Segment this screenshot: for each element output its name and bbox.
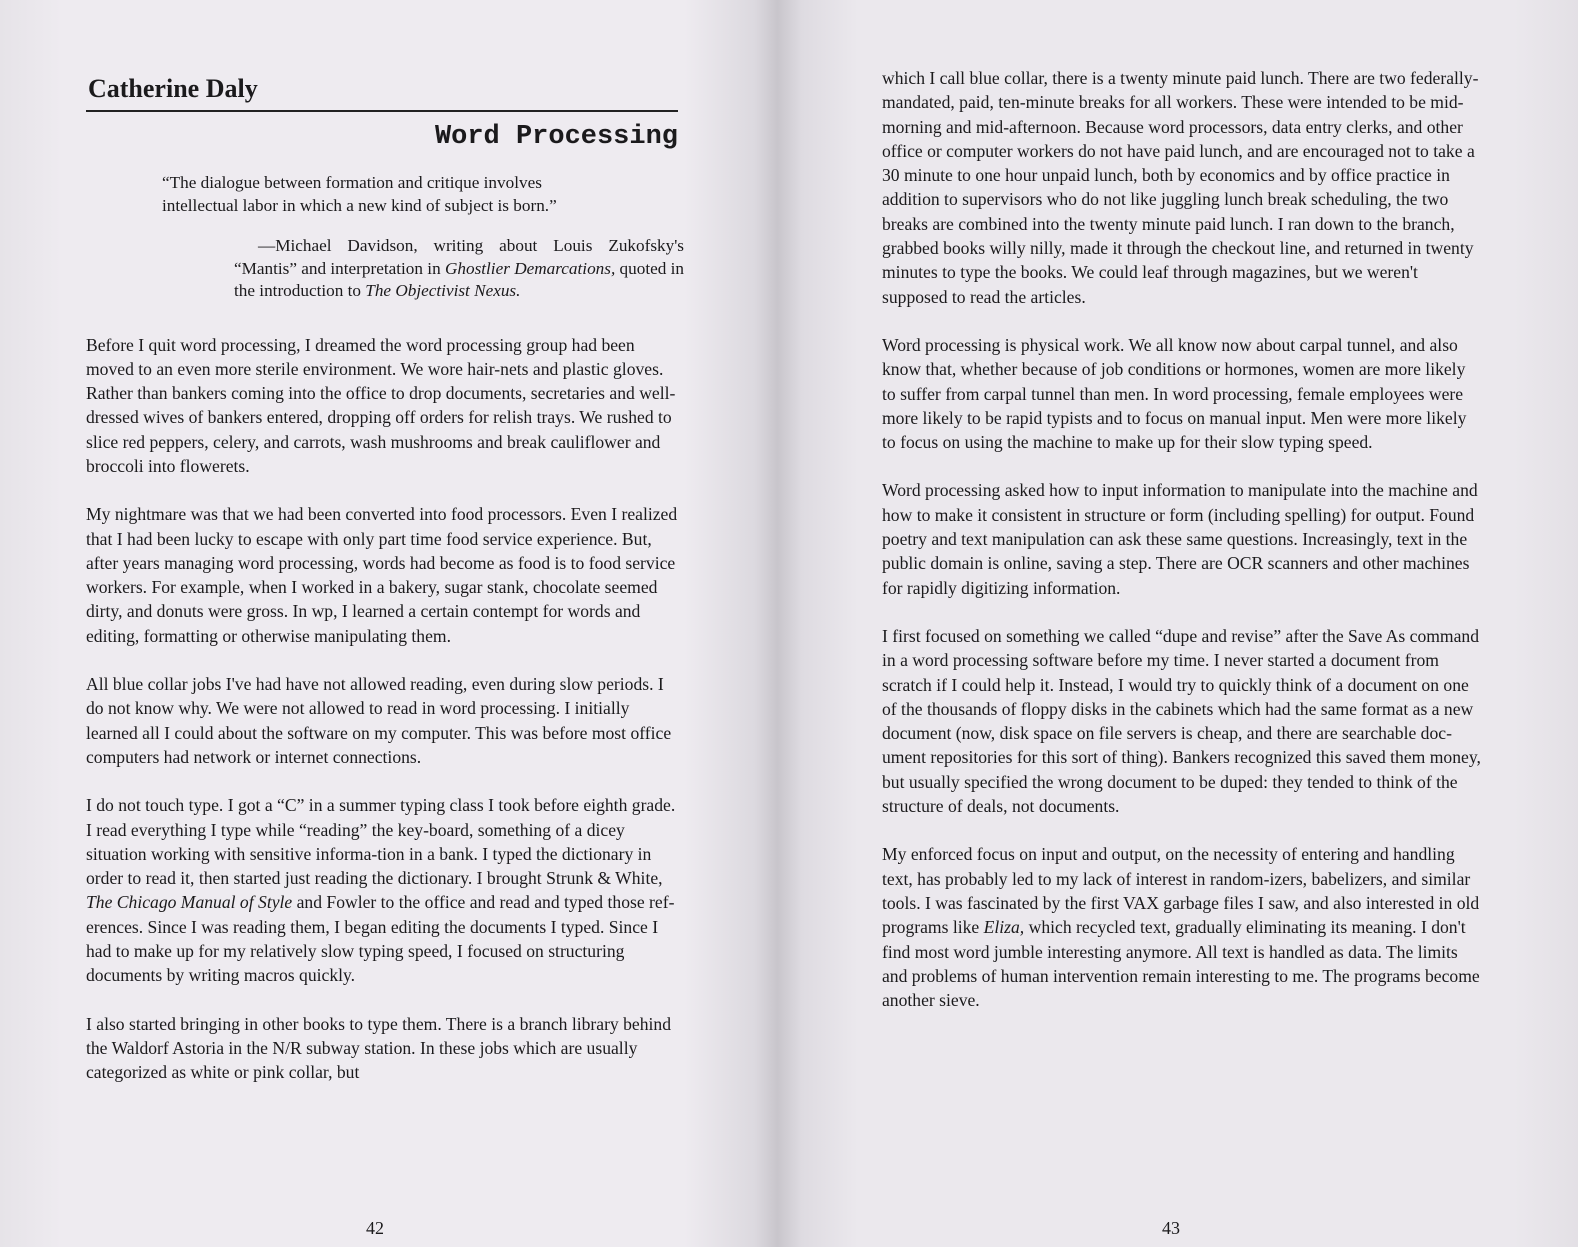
epigraph-quote: “The dialogue between formation and critique involves intellectual labor in which a new kind of subject is born.” xyxy=(162,173,557,215)
paragraph: All blue collar jobs I've had have not allowed reading, even during slow periods. I do not know why. We were not allowed to read in word processing. I initially learned all I could about the software on my computer. This was before most office computers had network or internet connections. xyxy=(86,674,672,767)
essay-title: Word Processing xyxy=(434,122,678,152)
attribution-source-2: The Objectivist Nexus. xyxy=(365,281,521,300)
page-number-right: 43 xyxy=(1162,1218,1180,1238)
program-name-italic: Eliza, xyxy=(983,917,1025,938)
epigraph-attribution xyxy=(234,235,684,303)
paragraph xyxy=(86,793,678,987)
right-body-text xyxy=(882,66,1482,1012)
left-page xyxy=(0,0,778,1247)
paragraph: I first focused on something we called “dupe and revise” after the Save As command in a word processing software before my time. I never started a document from scratch if I could help it. Instead, I would try to quickly think of a document on one of the thousands of floppy disks in the cabinets which had the same format as a new document (now, disk space on file servers is cheap, and there are searchable doc-ument repositories for this sort of thing). Bankers recognized this saved them money, but usually specified the wrong document to be duped: they tended to think of the structure of deals, not documents. xyxy=(882,625,1481,817)
paragraph: which I call blue collar, there is a twenty minute paid lunch. There are two federally-mandated, paid, ten-minute breaks for all workers. These were intended to be mid-morning and mid-afternoon. Because word processors, data entry clerks, and other office or computer workers do not have paid lunch, and are encouraged not to take a 30 minute to one hour unpaid lunch, both by economics and by office practice in addition to supervisors who do not like juggling lunch break scheduling, the two breaks are combined into the twenty minute paid lunch. I ran down to the branch, grabbed books willy nilly, made it through the checkout line, and returned in twenty minutes to type the books. We could leaf through magazines, but we weren't supposed to read the articles. xyxy=(882,68,1479,307)
author-name: Catherine Daly xyxy=(88,74,258,103)
paragraph-text: I do not touch type. I got a “C” in a summer typing class I took before eighth grade. I read everything I type while “reading” the key-board, something of a dicey situation working with sensitive informa-tion in a bank. I typed the dictionary in order to read it, then started just reading the dictionary. I brought Strunk & White, xyxy=(86,795,676,889)
right-page xyxy=(778,0,1578,1247)
paragraph: Word processing is physical work. We all know now about carpal tunnel, and also know that, whether because of job conditions or hormones, women are more likely to suffer from carpal tunnel than men. In word processing, female employees were more likely to be rapid typists and to focus on manual input. Men were more likely to focus on using the machine to make up for their slow typing speed. xyxy=(882,334,1467,453)
paragraph-text: which recycled text, gradually eliminating its meaning. I don't find most word jumble interesting anymore. All text is handled as data. The limits and problems of human intervention remain interesting to me. The programs become another sieve. xyxy=(882,917,1480,1011)
attribution-text-2: quoted in the introduction to xyxy=(234,258,684,300)
book-title-italic: The Chicago Manual of Style xyxy=(86,892,293,913)
paragraph: Before I quit word processing, I dreamed the word processing group had been moved to an even more sterile environment. We wore hair-nets and plastic gloves. Rather than bankers coming into the office to drop documents, secretaries and well-dressed wives of bankers entered, dropping off orders for relish trays. We rushed to slice red peppers, celery, and carrots, wash mushrooms and break cauliflower and broccoli into flowerets. xyxy=(86,334,676,476)
paragraph-text: and Fowler to the office and read and typed those ref-erences. Since I was reading them, I began editing the documents I typed. Since I had to make up for my relatively slow typing speed, I focused on structuring documents by writing macros quickly. xyxy=(86,892,675,986)
attribution-source-1: Ghostlier Demarcations, xyxy=(444,258,616,278)
paragraph: Word processing asked how to input information to manipulate into the machine and how to make it consistent in structure or form (including spelling) for output. Found poetry and text manipulation can ask these same questions. Increasingly, text in the public domain is online, saving a step. There are OCR scanners and other machines for rapidly digitizing information. xyxy=(882,480,1478,598)
paragraph: I also started bringing in other books to type them. There is a branch library behind the Waldorf Astoria in the N/R subway station. In these jobs which are usually categorized as white or pink collar, but xyxy=(86,1013,672,1083)
page-number-left: 42 xyxy=(366,1218,384,1238)
paragraph-text: My enforced focus on input and output, on the necessity of entering and handling text, has probably led to my lack of interest in random-izers, babelizers, and similar tools. I was fascinated by the first VAX garbage files I saw, and also interested in old programs like xyxy=(882,844,1480,938)
title-rule xyxy=(86,110,678,112)
paragraph: My nightmare was that we had been converted into food processors. Even I realized that I had been lucky to escape with only part time food service experience. But, after years managing word processing, words had become as food is to food service workers. For example, when I worked in a bakery, sugar stank, chocolate seemed dirty, and donuts were gross. In wp, I learned a certain contempt for words and editing, formatting or otherwise manipulating them. xyxy=(86,504,678,646)
left-body-text xyxy=(86,333,678,1085)
attribution-text: —Michael Davidson, writing about Louis Zukofsky's “Mantis” and interpretation in xyxy=(234,236,684,278)
paragraph xyxy=(882,842,1482,1012)
